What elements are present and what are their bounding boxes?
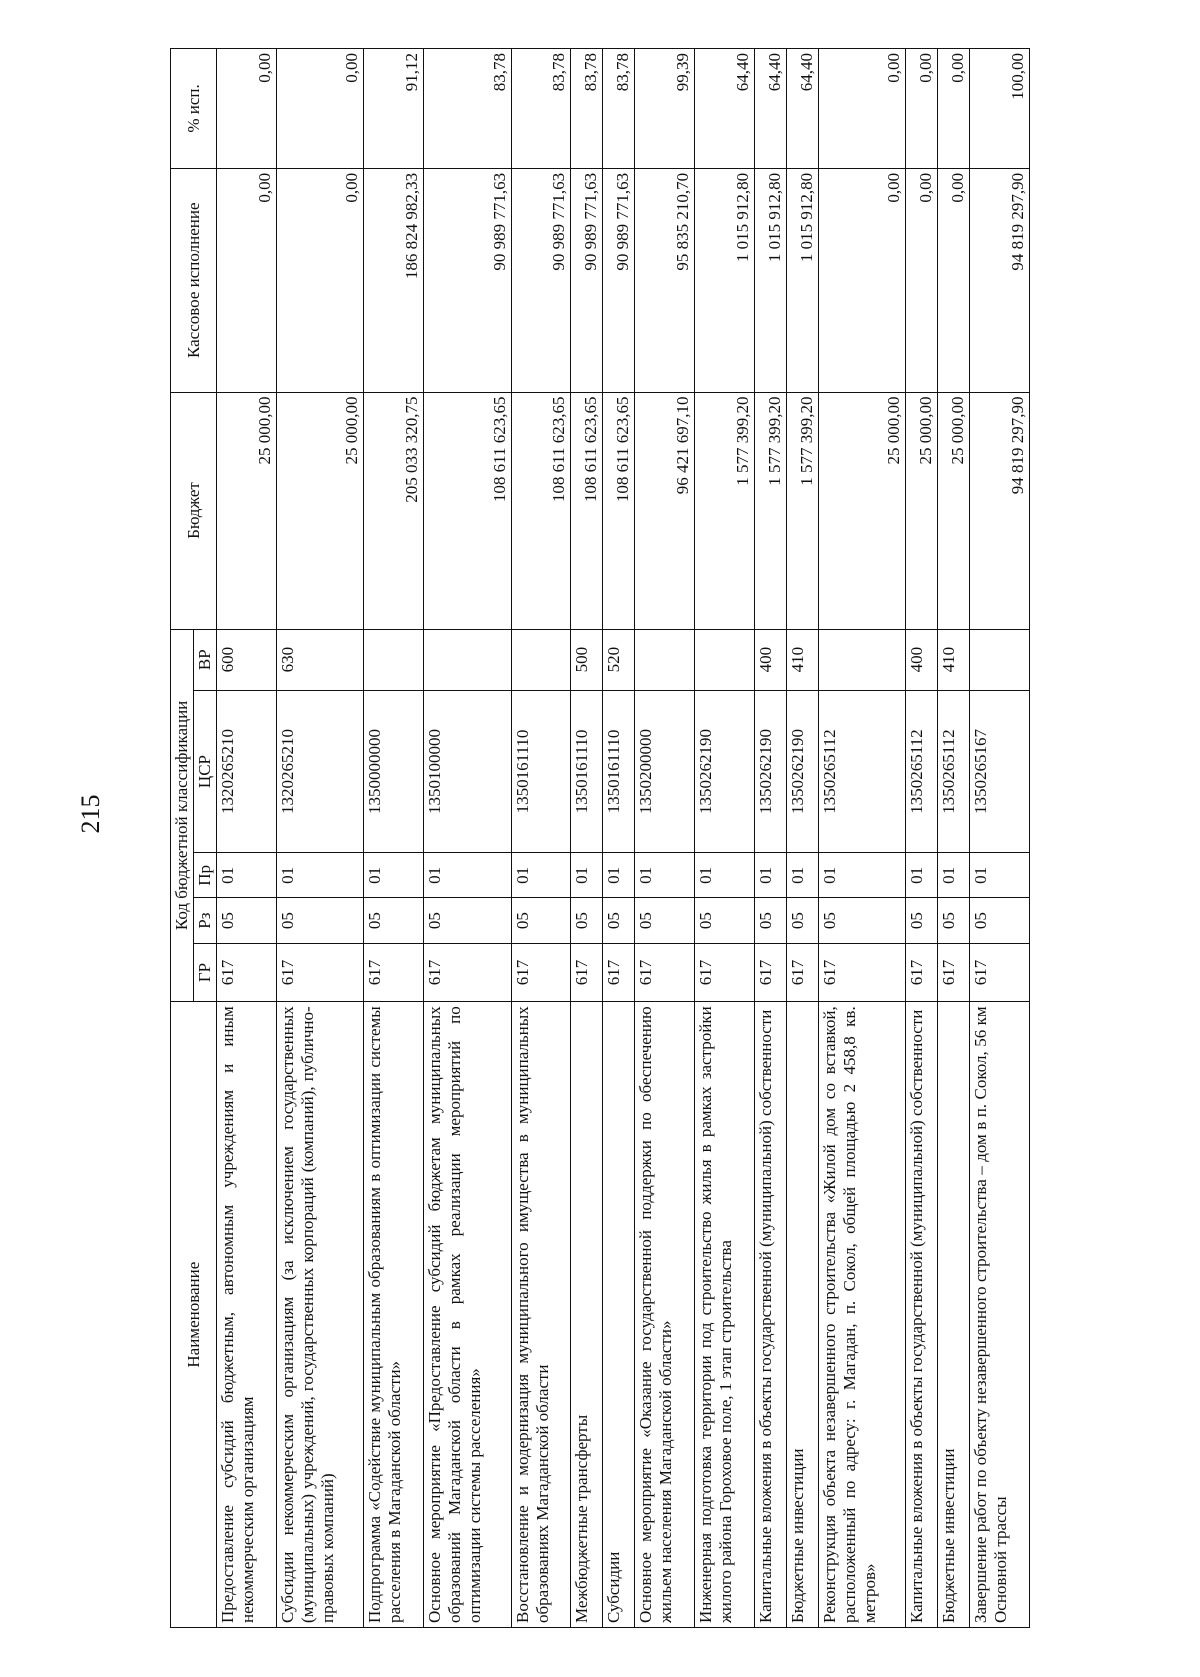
cell-cash: 0,00 bbox=[938, 168, 970, 392]
table-row bbox=[754, 49, 786, 1628]
cell-vr bbox=[424, 629, 512, 690]
cell-rz: 05 bbox=[938, 898, 970, 943]
cell-csr: 1350265112 bbox=[938, 690, 970, 852]
header-pr: Пр bbox=[194, 853, 217, 898]
cell-rz: 05 bbox=[364, 898, 424, 943]
cell-name: Завершение работ по объекту незавершенного строительства – дом в п. Сокол, 56 км Основной трассы bbox=[970, 1002, 1030, 1628]
header-budget: Бюджет bbox=[171, 392, 217, 629]
cell-csr: 1350161110 bbox=[571, 690, 603, 852]
cell-name: Предоставление субсидий бюджетным, автономным учреждениям и иным некоммерческим организациям bbox=[217, 1002, 277, 1628]
cell-cash: 90 989 771,63 bbox=[571, 168, 603, 392]
cell-gr: 617 bbox=[906, 943, 938, 1002]
cell-pr: 01 bbox=[364, 853, 424, 898]
table-row bbox=[818, 49, 906, 1628]
cell-pr: 01 bbox=[635, 853, 695, 898]
cell-csr: 1350262190 bbox=[754, 690, 786, 852]
cell-name: Инженерная подготовка территории под строительство жилья в рамках застройки жилого района Гороховое поле, 1 этап строительства bbox=[695, 1002, 755, 1628]
cell-pr: 01 bbox=[571, 853, 603, 898]
table-row bbox=[217, 49, 277, 1628]
cell-cash: 0,00 bbox=[217, 168, 277, 392]
cell-budget: 1 577 399,20 bbox=[695, 392, 755, 629]
cell-rz: 05 bbox=[906, 898, 938, 943]
cell-rz: 05 bbox=[754, 898, 786, 943]
cell-budget: 25 000,00 bbox=[818, 392, 906, 629]
cell-percent: 83,78 bbox=[511, 49, 571, 169]
cell-budget: 25 000,00 bbox=[276, 392, 364, 629]
cell-vr: 520 bbox=[603, 629, 635, 690]
cell-vr bbox=[818, 629, 906, 690]
table-row bbox=[695, 49, 755, 1628]
cell-percent: 64,40 bbox=[754, 49, 786, 169]
cell-percent: 64,40 bbox=[695, 49, 755, 169]
cell-csr: 1350161110 bbox=[603, 690, 635, 852]
cell-vr bbox=[635, 629, 695, 690]
cell-budget: 108 611 623,65 bbox=[571, 392, 603, 629]
cell-name: Капитальные вложения в объекты государственной (муниципальной) собственности bbox=[906, 1002, 938, 1628]
cell-pr: 01 bbox=[786, 853, 818, 898]
cell-percent: 64,40 bbox=[786, 49, 818, 169]
cell-pr: 01 bbox=[818, 853, 906, 898]
table-row bbox=[906, 49, 938, 1628]
cell-rz: 05 bbox=[970, 898, 1030, 943]
cell-percent: 83,78 bbox=[571, 49, 603, 169]
header-gr: ГР bbox=[194, 943, 217, 1002]
cell-percent: 83,78 bbox=[424, 49, 512, 169]
cell-budget: 205 033 320,75 bbox=[364, 392, 424, 629]
cell-rz: 05 bbox=[424, 898, 512, 943]
cell-name: Восстановление и модернизация муниципального имущества в муниципальных образованиях Магаданской области bbox=[511, 1002, 571, 1628]
cell-gr: 617 bbox=[276, 943, 364, 1002]
cell-gr: 617 bbox=[217, 943, 277, 1002]
table-row bbox=[635, 49, 695, 1628]
cell-cash: 0,00 bbox=[276, 168, 364, 392]
cell-cash: 90 989 771,63 bbox=[603, 168, 635, 392]
header-code-group: Код бюджетной классификации bbox=[171, 629, 194, 1002]
cell-vr: 400 bbox=[906, 629, 938, 690]
cell-percent: 0,00 bbox=[938, 49, 970, 169]
cell-pr: 01 bbox=[906, 853, 938, 898]
cell-rz: 05 bbox=[276, 898, 364, 943]
cell-rz: 05 bbox=[603, 898, 635, 943]
cell-gr: 617 bbox=[818, 943, 906, 1002]
cell-gr: 617 bbox=[938, 943, 970, 1002]
budget-table bbox=[170, 48, 1030, 1628]
cell-gr: 617 bbox=[571, 943, 603, 1002]
cell-budget: 108 611 623,65 bbox=[603, 392, 635, 629]
cell-cash: 186 824 982,33 bbox=[364, 168, 424, 392]
cell-gr: 617 bbox=[970, 943, 1030, 1002]
cell-vr: 400 bbox=[754, 629, 786, 690]
cell-rz: 05 bbox=[217, 898, 277, 943]
header-cash: Кассовое исполнение bbox=[171, 168, 217, 392]
header-percent: % исп. bbox=[171, 49, 217, 169]
cell-name: Субсидии некоммерческим организациям (за исключением государственных (муниципальных) учреждений, государственных корпораций (компаний), публично-правовых компаний) bbox=[276, 1002, 364, 1628]
table-row bbox=[571, 49, 603, 1628]
cell-gr: 617 bbox=[603, 943, 635, 1002]
cell-vr bbox=[511, 629, 571, 690]
cell-vr: 410 bbox=[786, 629, 818, 690]
cell-gr: 617 bbox=[635, 943, 695, 1002]
cell-csr: 1320265210 bbox=[217, 690, 277, 852]
header-csr: ЦСР bbox=[194, 690, 217, 852]
cell-percent: 0,00 bbox=[906, 49, 938, 169]
cell-gr: 617 bbox=[786, 943, 818, 1002]
cell-pr: 01 bbox=[511, 853, 571, 898]
cell-csr: 1350161110 bbox=[511, 690, 571, 852]
table-row bbox=[364, 49, 424, 1628]
cell-percent: 99,39 bbox=[635, 49, 695, 169]
cell-cash: 95 835 210,70 bbox=[635, 168, 695, 392]
cell-name: Межбюджетные трансферты bbox=[571, 1002, 603, 1628]
cell-percent: 100,00 bbox=[970, 49, 1030, 169]
table-row bbox=[938, 49, 970, 1628]
cell-csr: 1350100000 bbox=[424, 690, 512, 852]
cell-csr: 1320265210 bbox=[276, 690, 364, 852]
cell-percent: 83,78 bbox=[603, 49, 635, 169]
cell-cash: 90 989 771,63 bbox=[424, 168, 512, 392]
cell-percent: 0,00 bbox=[217, 49, 277, 169]
cell-budget: 108 611 623,65 bbox=[511, 392, 571, 629]
cell-csr: 1350200000 bbox=[635, 690, 695, 852]
cell-budget: 25 000,00 bbox=[938, 392, 970, 629]
cell-gr: 617 bbox=[424, 943, 512, 1002]
cell-name: Бюджетные инвестиции bbox=[786, 1002, 818, 1628]
cell-name: Реконструкция объекта незавершенного строительства «Жилой дом со вставкой, расположенный по адресу: г. Магадан, п. Сокол, общей площадью 2 458,8 кв. метров» bbox=[818, 1002, 906, 1628]
table-row bbox=[424, 49, 512, 1628]
cell-percent: 0,00 bbox=[818, 49, 906, 169]
table-row bbox=[276, 49, 364, 1628]
cell-name: Основное мероприятие «Оказание государственной поддержки по обеспечению жильем населения Магаданской области» bbox=[635, 1002, 695, 1628]
cell-budget: 94 819 297,90 bbox=[970, 392, 1030, 629]
cell-vr bbox=[364, 629, 424, 690]
cell-budget: 108 611 623,65 bbox=[424, 392, 512, 629]
cell-name: Подпрограмма «Содействие муниципальным образованиям в оптимизации системы расселения в Магаданской области» bbox=[364, 1002, 424, 1628]
page-number: 215 bbox=[76, 794, 105, 834]
cell-cash: 0,00 bbox=[906, 168, 938, 392]
cell-budget: 25 000,00 bbox=[906, 392, 938, 629]
cell-rz: 05 bbox=[695, 898, 755, 943]
cell-percent: 91,12 bbox=[364, 49, 424, 169]
cell-rz: 05 bbox=[635, 898, 695, 943]
cell-cash: 1 015 912,80 bbox=[786, 168, 818, 392]
cell-vr: 410 bbox=[938, 629, 970, 690]
cell-name: Основное мероприятие «Предоставление субсидий бюджетам муниципальных образований Магаданской области в рамках реализации мероприятий по оптимизации системы расселения» bbox=[424, 1002, 512, 1628]
table-row bbox=[511, 49, 571, 1628]
cell-pr: 01 bbox=[754, 853, 786, 898]
cell-pr: 01 bbox=[217, 853, 277, 898]
cell-budget: 96 421 697,10 bbox=[635, 392, 695, 629]
cell-cash: 94 819 297,90 bbox=[970, 168, 1030, 392]
cell-cash: 90 989 771,63 bbox=[511, 168, 571, 392]
cell-cash: 1 015 912,80 bbox=[695, 168, 755, 392]
cell-rz: 05 bbox=[511, 898, 571, 943]
cell-pr: 01 bbox=[603, 853, 635, 898]
cell-budget: 1 577 399,20 bbox=[786, 392, 818, 629]
cell-csr: 1350000000 bbox=[364, 690, 424, 852]
cell-rz: 05 bbox=[818, 898, 906, 943]
cell-budget: 1 577 399,20 bbox=[754, 392, 786, 629]
cell-cash: 1 015 912,80 bbox=[754, 168, 786, 392]
cell-csr: 1350262190 bbox=[695, 690, 755, 852]
cell-percent: 0,00 bbox=[276, 49, 364, 169]
table-body bbox=[217, 49, 1030, 1628]
cell-gr: 617 bbox=[695, 943, 755, 1002]
table-row bbox=[786, 49, 818, 1628]
cell-budget: 25 000,00 bbox=[217, 392, 277, 629]
header-rz: Рз bbox=[194, 898, 217, 943]
header-name: Наименование bbox=[171, 1002, 217, 1628]
table-row bbox=[970, 49, 1030, 1628]
rotated-page-content bbox=[170, 48, 1030, 1628]
cell-cash: 0,00 bbox=[818, 168, 906, 392]
cell-vr: 600 bbox=[217, 629, 277, 690]
cell-gr: 617 bbox=[364, 943, 424, 1002]
cell-name: Субсидии bbox=[603, 1002, 635, 1628]
cell-pr: 01 bbox=[276, 853, 364, 898]
cell-csr: 1350265112 bbox=[818, 690, 906, 852]
cell-csr: 1350265112 bbox=[906, 690, 938, 852]
cell-vr bbox=[970, 629, 1030, 690]
table-row bbox=[603, 49, 635, 1628]
cell-name: Капитальные вложения в объекты государственной (муниципальной) собственности bbox=[754, 1002, 786, 1628]
cell-gr: 617 bbox=[511, 943, 571, 1002]
cell-gr: 617 bbox=[754, 943, 786, 1002]
cell-pr: 01 bbox=[938, 853, 970, 898]
header-vr: ВР bbox=[194, 629, 217, 690]
cell-csr: 1350265167 bbox=[970, 690, 1030, 852]
cell-vr bbox=[695, 629, 755, 690]
cell-csr: 1350262190 bbox=[786, 690, 818, 852]
cell-vr: 630 bbox=[276, 629, 364, 690]
cell-rz: 05 bbox=[786, 898, 818, 943]
cell-rz: 05 bbox=[571, 898, 603, 943]
cell-pr: 01 bbox=[970, 853, 1030, 898]
cell-name: Бюджетные инвестиции bbox=[938, 1002, 970, 1628]
cell-pr: 01 bbox=[695, 853, 755, 898]
cell-vr: 500 bbox=[571, 629, 603, 690]
cell-pr: 01 bbox=[424, 853, 512, 898]
